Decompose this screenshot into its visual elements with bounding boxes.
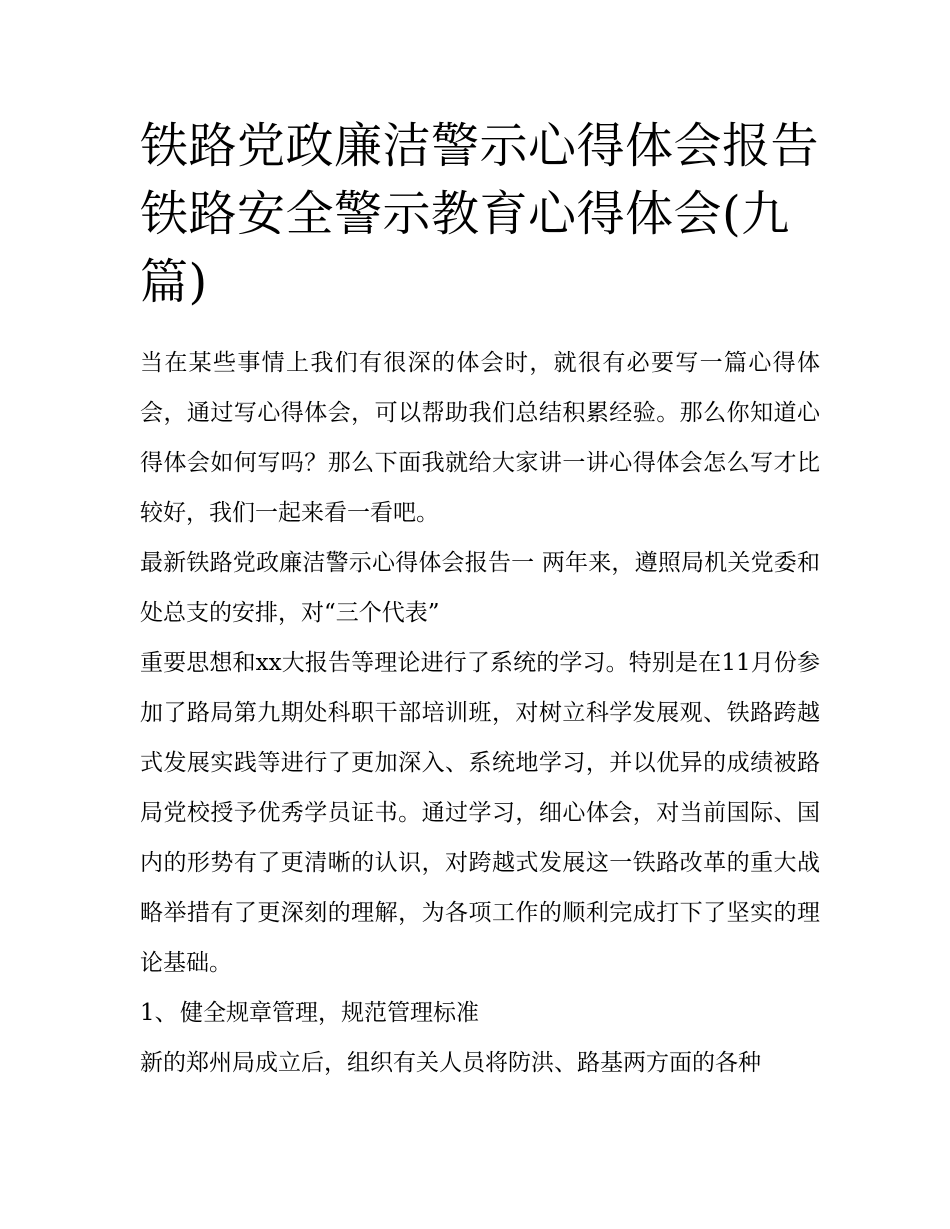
report-paragraph-3: 新的郑州局成立后，组织有关人员将防洪、路基两方面的各种	[140, 1050, 761, 1076]
section-title: 健全规章管理，规范管理标准	[180, 1000, 479, 1026]
document-title: 铁路党政廉洁警示心得体会报告 铁路安全警示教育心得体会(九篇)	[140, 118, 820, 310]
section-number: 1、	[140, 1000, 178, 1026]
intro-paragraph: 当在某些事情上我们有很深的体会时，就很有必要写一篇心得体会，通过写心得体会，可以帮助我们总结积累经验。那么你知道心得体会如何写吗？那么下面我就给大家讲一讲心得体会怎么写才比较好，我们一起来看一看吧。	[140, 350, 820, 526]
report-paragraph-2: 重要思想和xx大报告等理论进行了系统的学习。特别是在11月份参加了路局第九期处科职干部培训班，对树立科学发展观、铁路跨越式发展实践等进行了更加深入、系统地学习，并以优异的成绩被路局党校授予优秀学员证书。通过学习，细心体会，对当前国际、国内的形势有了更清晰的认识，对跨越式发展这一铁路改革的重大战略举措有了更深刻的理解，为各项工作的顺利完成打下了坚实的理论基础。	[140, 650, 820, 976]
document-page	[140, 112, 820, 1088]
report-paragraph-1: 最新铁路党政廉洁警示心得体会报告一 两年来，遵照局机关党委和处总支的安排，对“三个代表”	[140, 550, 820, 626]
section-heading-1	[140, 988, 820, 1038]
